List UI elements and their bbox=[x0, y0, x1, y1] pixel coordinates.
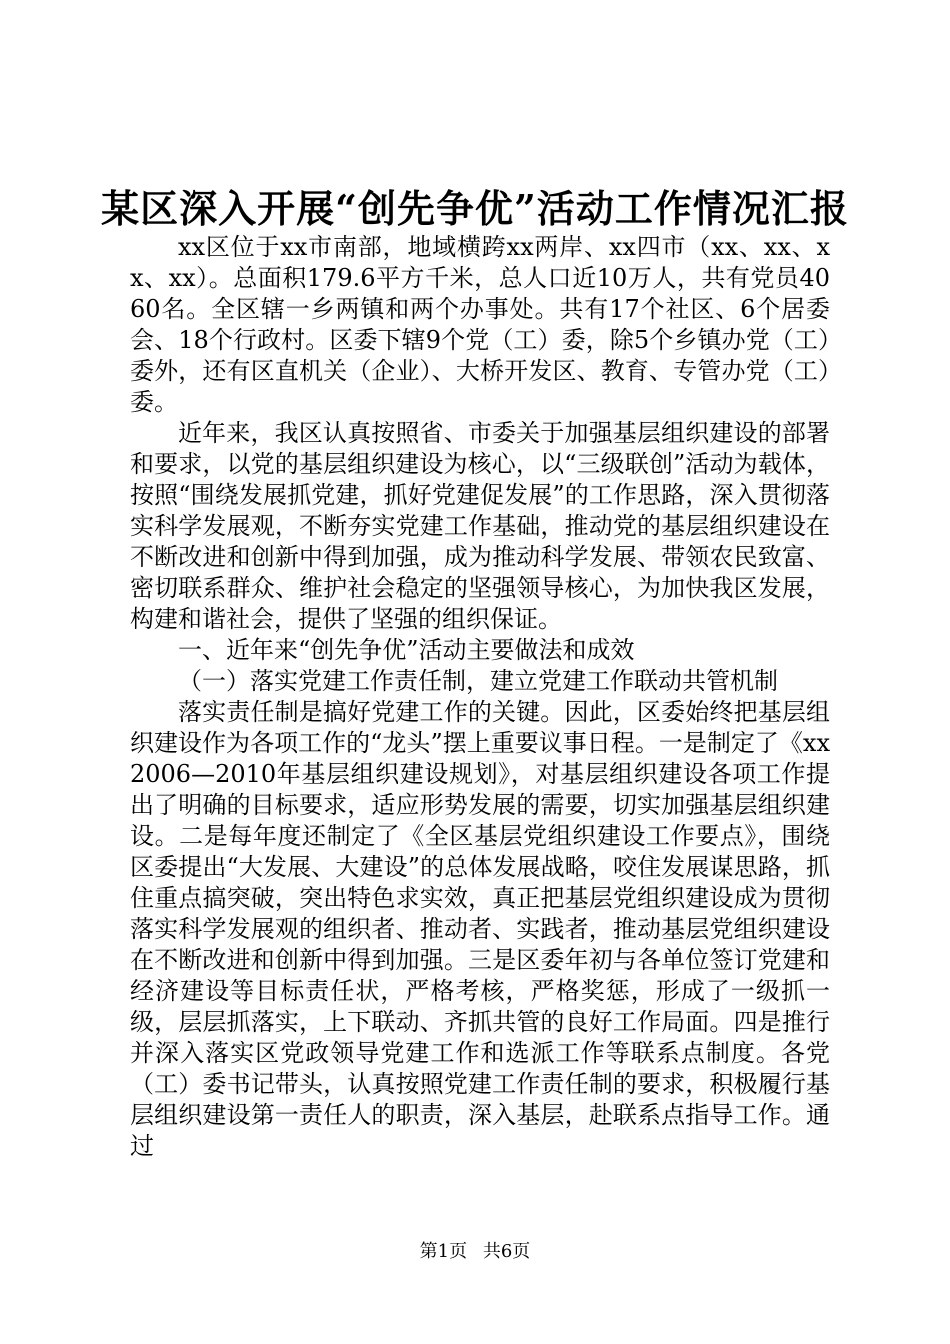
document-body bbox=[130, 232, 830, 1162]
document-title: 某区深入开展“创先争优”活动工作情况汇报 bbox=[101, 186, 849, 231]
subsection-heading: （一）落实党建工作责任制，建立党建工作联动共管机制 bbox=[178, 667, 778, 695]
intro-paragraph: xx区位于xx市南部，地域横跨xx两岸、xx四市（xx、xx、xx、xx）。总面积179.6平方千米，总人口近10万人，共有党员4060名。全区辖一乡两镇和两个办事处。共有17个社区、6个居委会、18个行政村。区委下辖9个党（工）委，除5个乡镇办党（工）委外，还有区直机关（企业）、大桥开发区、教育、专管办党（工）委。 bbox=[130, 233, 830, 416]
page-total: 共6页 bbox=[482, 1241, 531, 1262]
page-footer bbox=[0, 1240, 950, 1264]
page-number: 第1页 bbox=[419, 1241, 468, 1262]
section-heading: 一、近年来“创先争优”活动主要做法和成效 bbox=[178, 636, 635, 664]
overview-paragraph: 近年来，我区认真按照省、市委关于加强基层组织建设的部署和要求，以党的基层组织建设为核心，以“三级联创”活动为载体，按照“围绕发展抓党建，抓好党建促发展”的工作思路，深入贯彻落实科学发展观，不断夯实党建工作基础，推动党的基层组织建设在不断改进和创新中得到加强，成为推动科学发展、带领农民致富、密切联系群众、维护社会稳定的坚强领导核心，为加快我区发展，构建和谐社会，提供了坚强的组织保证。 bbox=[130, 419, 830, 633]
subsection-paragraph: 落实责任制是搞好党建工作的关键。因此，区委始终把基层组织建设作为各项工作的“龙头”摆上重要议事日程。一是制定了《xx2006—2010年基层组织建设规划》，对基层组织建设各项工作提出了明确的目标要求，适应形势发展的需要，切实加强基层组织建设。二是每年度还制定了《全区基层党组织建设工作要点》，围绕区委提出“大发展、大建设”的总体发展战略，咬住发展谋思路，抓住重点搞突破，突出特色求实效，真正把基层党组织建设成为贯彻落实科学发展观的组织者、推动者、实践者，推动基层党组织建设在不断改进和创新中得到加强。三是区委年初与各单位签订党建和经济建设等目标责任状，严格考核，严格奖惩，形成了一级抓一级，层层抓落实，上下联动、齐抓共管的良好工作局面。四是推行并深入落实区党政领导党建工作和选派工作等联系点制度。各党（工）委书记带头，认真按照党建工作责任制的要求，积极履行基层组织建设第一责任人的职责，深入基层，赴联系点指导工作。通过 bbox=[130, 698, 830, 1160]
